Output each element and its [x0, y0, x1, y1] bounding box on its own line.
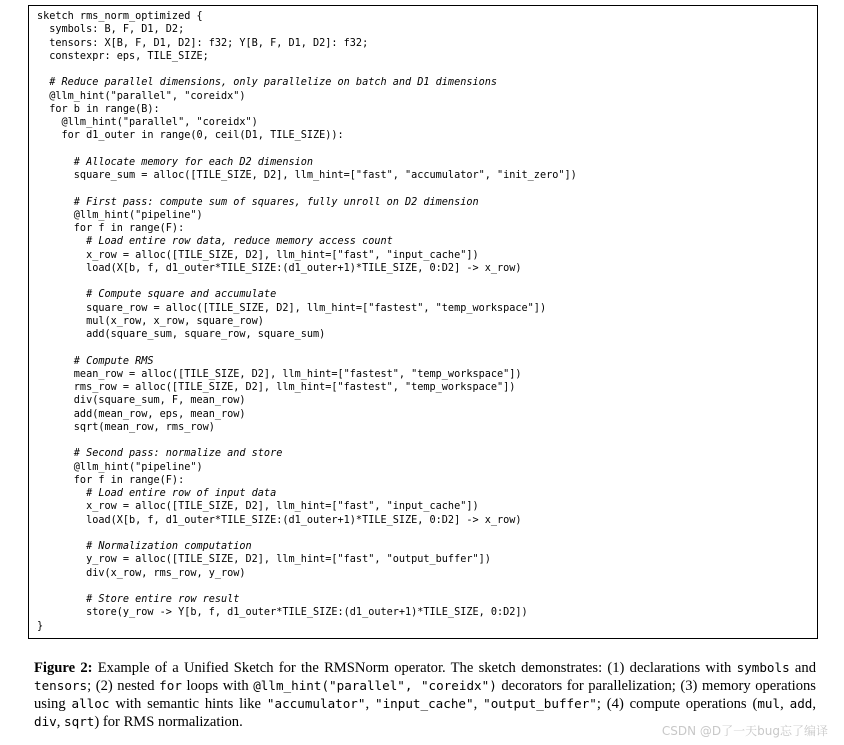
caption-code: "accumulator": [266, 696, 366, 711]
caption-text: ,: [365, 696, 376, 712]
code-line: square_sum = alloc([TILE_SIZE, D2], llm_hint=["fast", "accumulator", "init_zero"]): [37, 170, 577, 181]
code-comment-line: # Load entire row of input data: [37, 488, 277, 499]
code-line: y_row = alloc([TILE_SIZE, D2], llm_hint=["fast", "output_buffer"]): [37, 554, 491, 566]
code-line: rms_row = alloc([TILE_SIZE, D2], llm_hint=["fastest", "temp_workspace"]): [37, 382, 516, 393]
caption-code: add: [789, 696, 813, 711]
code-listing: [28, 5, 818, 639]
code-comment-line: # First pass: compute sum of squares, fully unroll on D2 dimension: [37, 196, 479, 208]
code-line: for b in range(B):: [37, 103, 160, 115]
caption-text: decorators for parallelization; (3) memory operations using: [34, 678, 816, 712]
caption-text: ; (2) nested: [87, 678, 160, 694]
code-line: add(square_sum, square_row, square_sum): [37, 329, 326, 340]
caption-code: "output_buffer": [483, 696, 597, 711]
caption-code: for: [159, 678, 182, 693]
code-line: @llm_hint("pipeline"): [37, 209, 203, 221]
caption-code: symbols: [736, 660, 790, 675]
watermark: CSDN @D了一天bug忘了编译: [661, 724, 828, 738]
code-line: mul(x_row, x_row, square_row): [37, 315, 264, 327]
code-line: load(X[b, f, d1_outer*TILE_SIZE:(d1_outer+1)*TILE_SIZE, 0:D2] -> x_row): [37, 262, 522, 274]
caption-text: Example of a Unified Sketch for the RMSNorm operator. The sketch demonstrates: (1) declarations with: [92, 660, 737, 676]
code-line: square_row = alloc([TILE_SIZE, D2], llm_hint=["fastest", "temp_workspace"]): [37, 302, 547, 314]
caption-text: ) for RMS normalization.: [94, 714, 243, 730]
code-comment-line: # Compute RMS: [37, 355, 154, 367]
caption-code: tensors: [34, 678, 88, 693]
caption-code: sqrt: [64, 714, 95, 729]
code-line: x_row = alloc([TILE_SIZE, D2], llm_hint=["fast", "input_cache"]): [37, 501, 479, 513]
caption-text: ,: [56, 714, 65, 730]
caption-code: alloc: [71, 696, 110, 711]
code-line: @llm_hint("pipeline"): [37, 461, 203, 473]
code-line: @llm_hint("parallel", "coreidx"): [37, 117, 258, 128]
code-line: store(y_row -> Y[b, f, d1_outer*TILE_SIZE:(d1_outer+1)*TILE_SIZE, 0:D2]): [37, 607, 528, 619]
caption-text: ,: [812, 696, 817, 712]
caption-text: ; (4) compute operations (: [596, 696, 758, 712]
code-line: for f in range(F):: [37, 474, 185, 486]
caption-text: with semantic hints like: [109, 696, 267, 712]
code-comment-line: # Load entire row data, reduce memory access count: [37, 236, 393, 248]
code-line: x_row = alloc([TILE_SIZE, D2], llm_hint=["fast", "input_cache"]): [37, 249, 479, 261]
code-line: tensors: X[B, F, D1, D2]: f32; Y[B, F, D1, D2]: f32;: [37, 37, 369, 49]
code-comment-line: # Store entire row result: [37, 594, 240, 605]
caption-text: ,: [780, 696, 790, 712]
code-line: div(square_sum, F, mean_row): [37, 395, 246, 407]
code-line: add(mean_row, eps, mean_row): [37, 408, 246, 420]
caption-text: ,: [473, 696, 484, 712]
code-comment-line: # Second pass: normalize and store: [37, 448, 283, 460]
code-line: constexpr: eps, TILE_SIZE;: [37, 50, 209, 62]
code-line: for d1_outer in range(0, ceil(D1, TILE_SIZE)):: [37, 130, 344, 142]
caption-code: div: [34, 714, 57, 729]
code-line: sqrt(mean_row, rms_row): [37, 421, 215, 433]
code-line: for f in range(F):: [37, 223, 185, 234]
code-comment-line: # Normalization computation: [37, 541, 252, 552]
code-comment-line: # Allocate memory for each D2 dimension: [37, 156, 314, 168]
code-line: load(X[b, f, d1_outer*TILE_SIZE:(d1_outer+1)*TILE_SIZE, 0:D2] -> x_row): [37, 514, 522, 526]
code-block: [37, 10, 817, 633]
code-line: @llm_hint("parallel", "coreidx"): [37, 90, 246, 102]
caption-code: mul: [757, 696, 781, 711]
code-line: sketch rms_norm_optimized {: [37, 11, 203, 22]
code-comment-line: # Compute square and accumulate: [37, 289, 277, 301]
code-line: div(x_row, rms_row, y_row): [37, 567, 246, 579]
code-line: }: [37, 620, 44, 632]
code-comment-line: # Reduce parallel dimensions, only parallelize on batch and D1 dimensions: [37, 77, 498, 89]
caption-code: "input_cache": [375, 696, 474, 711]
figure-caption: [34, 659, 816, 731]
caption-label: Figure 2:: [34, 660, 93, 676]
code-line: mean_row = alloc([TILE_SIZE, D2], llm_hint=["fastest", "temp_workspace"]): [37, 368, 522, 380]
caption-text: loops with: [181, 678, 254, 694]
caption-code: @llm_hint("parallel", "coreidx"): [253, 678, 497, 693]
code-line: symbols: B, F, D1, D2;: [37, 24, 185, 36]
caption-text: and: [789, 660, 816, 676]
